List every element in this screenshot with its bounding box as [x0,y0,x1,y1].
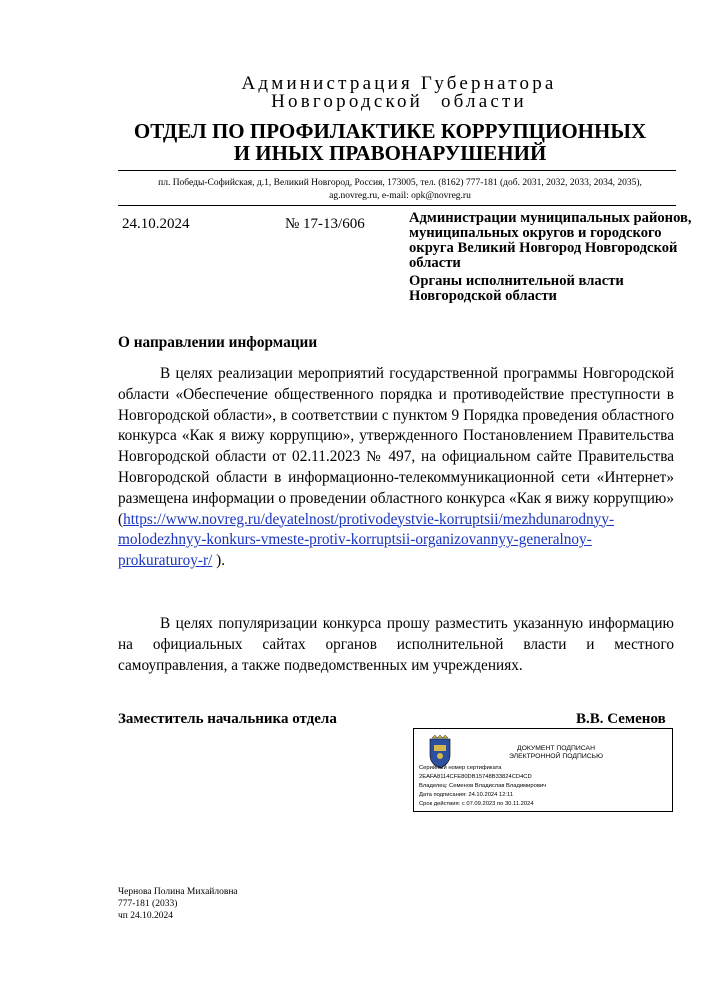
department-title-line2: И ИНЫХ ПРАВОНАРУШЕНИЙ [233,141,547,165]
body-paragraph-2 [118,614,674,676]
subject-heading: О направлении информации [118,334,318,351]
address-line2: ag.novreg.ru, e-mail: opk@novreg.ru [329,191,471,201]
electronic-signature-stamp [413,728,673,812]
stamp-serial-value: 2EAFA8114CFE80DB15748B33824CD4CD [419,774,532,780]
admin-title-line1: Администрация Губернатора [241,73,557,94]
signatory-position: Заместитель начальника отдела [118,711,337,727]
paragraph1-text: В целях реализации мероприятий государственной программы Новгородской области «Обеспечение общественного порядка и противодействие преступности в Новгородской области», в соответствии с пунктом 9 Порядка проведения областного конкурса «Как я вижу коррупцию», утвержденного Постановлением Правительства Новгородской области от 02.11.2023 № 497, на официальном сайте Правительства Новгородской области в информационно-телекоммуникационной сети «Интернет» размещена информации о проведении областного конкурса «Как я вижу коррупцию» ( [118,365,674,528]
stamp-title-line2: ЭЛЕКТРОННОЙ ПОДПИСЬЮ [509,753,603,760]
admin-title-line2: Новгородской области [271,91,527,112]
paragraph2-text: В целях популяризации конкурса прошу разместить указанную информацию на официальных сайтах органов исполнительной власти и местного самоуправления, а также подведомственных им учреждениях. [118,615,674,674]
stamp-signed-date: Дата подписания: 24.10.2024 12:11 [419,792,514,798]
contest-link[interactable]: https://www.novreg.ru/deyatelnost/protivodeystvie-korruptsii/mezhdunarodnyy-molodezhnyy-konkurs-vmeste-protiv-korruptsii-organizovannyy-generalnoy-prokuraturoy-r/ [118,510,615,570]
executor-name: Чернова Полина Михайловна [118,887,238,897]
document-number: № 17-13/606 [285,216,365,232]
address-line1: пл. Победы-Софийская, д.1, Великий Новгород, Россия, 173005, тел. (8162) 777-181 (доб. 2031, 2032, 2033, 2034, 2035), [158,178,642,188]
executor-note: чп 24.10.2024 [118,911,173,921]
paragraph1-end: ). [212,552,226,570]
executor-phone: 777-181 (2033) [118,899,178,909]
stamp-owner: Владелец: Семенов Владислав Владимирович [419,783,547,789]
stamp-title-line1: ДОКУМЕНТ ПОДПИСАН [517,745,595,752]
stamp-validity: Срок действия: с 07.09.2023 по 30.11.2024 [419,801,534,807]
recipient-executive: Органы исполнительной власти Новгородской области [409,273,624,304]
address-divider [118,205,676,206]
coat-of-arms-icon [422,735,458,769]
header-divider [118,170,676,171]
stamp-serial-label: Серийный номер сертификата [419,765,502,771]
recipient-municipal: Администрации муниципальных районов, муниципальных округов и городского округа Великий Новгород Новгородской области [409,210,692,271]
signatory-name: В.В. Семенов [576,711,666,727]
department-title-line1: ОТДЕЛ ПО ПРОФИЛАКТИКЕ КОРРУПЦИОННЫХ [133,119,647,143]
body-paragraph-1 [118,364,674,572]
document-date: 24.10.2024 [122,216,190,232]
